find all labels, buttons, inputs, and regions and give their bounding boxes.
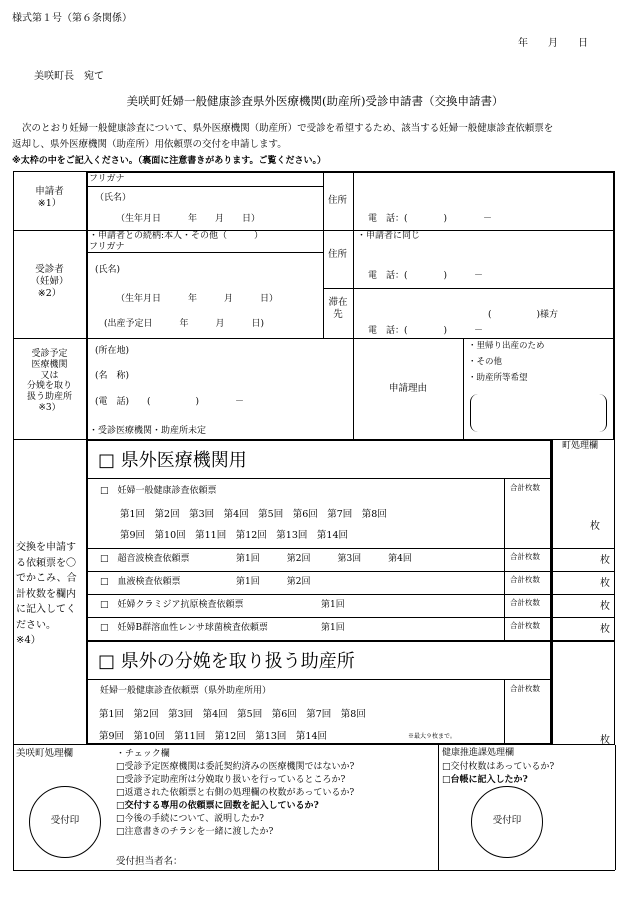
midwife-total-label: 合計枚数 (510, 684, 540, 693)
form-number: 様式第１号（第６条関係） (12, 13, 132, 24)
midwife-heading[interactable]: □ 県外の分娩を取り扱う助産所 (98, 651, 355, 672)
chlamydia-total-label: 合計枚数 (510, 598, 540, 607)
applicant-furigana: フリガナ (89, 174, 125, 184)
general-rounds-row1[interactable]: 第1回 第2回 第3回 第4回 第5回 第6回 第7回 第8回 (120, 509, 387, 520)
examinee-phone[interactable]: 電 話：( ) － (368, 271, 484, 281)
applicant-address-label: 住所 (328, 195, 348, 206)
form-title: 美咲町妊婦一般健康診査県外医療機関(助産所)受診申請書（交換申請書） (126, 94, 504, 108)
town-office-label: 美咲町処理欄 (16, 748, 74, 759)
general-checkup-label[interactable]: □ 妊婦一般健康診査依頼票 (100, 486, 217, 496)
examinee-label: 受診者 （妊婦） ※2） (30, 264, 69, 299)
date-line: 年 月 日 (518, 38, 588, 49)
health-check-1[interactable]: □交付枚数はあっているか? (442, 762, 555, 772)
check-item-4[interactable]: □交付する専用の依頼票に回数を記入しているか? (116, 801, 319, 811)
general-total-label: 合計枚数 (510, 483, 540, 492)
gbs-office-unit: 枚 (600, 624, 610, 635)
reason-homecoming[interactable]: ・里帰り出産のため (468, 341, 545, 351)
office-processing-label: 町処理欄 (562, 441, 599, 451)
facility-undecided[interactable]: ・受診医療機関・助産所未定 (89, 426, 207, 436)
ultrasound-total-label: 合計枚数 (510, 552, 540, 561)
examinee-due-date[interactable]: (出産予定日 年 月 日) (104, 319, 265, 329)
midwife-general-label[interactable]: 妊婦一般健康診査依頼票（県外助産所用） (100, 686, 272, 696)
reason-other[interactable]: ・その他 (468, 357, 503, 367)
gbs-rounds[interactable]: 第1回 (321, 623, 345, 633)
facility-phone[interactable]: (電 話) ( ) － (95, 397, 245, 407)
gbs-total-label: 合計枚数 (510, 621, 540, 630)
ultrasound-office-unit: 枚 (600, 555, 610, 566)
applicant-birth[interactable]: （生年月日 年 月 日） (116, 214, 261, 224)
examinee-address-same[interactable]: ・申請者に同じ (357, 231, 421, 241)
addressee: 美咲町長 宛て (34, 71, 104, 82)
reason-midwife[interactable]: ・助産所等希望 (468, 373, 528, 383)
midwife-rounds-row2[interactable]: 第9回 第10回 第11回 第12回 第13回 第14回 (99, 731, 327, 742)
chlamydia-rounds[interactable]: 第1回 (321, 600, 345, 610)
exchange-instructions: 交換を申請する依頼票を〇でかこみ、合計枚数を欄内に記入してください。 ※4） (16, 542, 77, 646)
receiver-name[interactable]: 受付担当者名： (116, 856, 183, 867)
check-item-3[interactable]: □返還された依頼票と右側の処理欄の枚数があっているか? (116, 788, 355, 798)
examinee-birth[interactable]: （生年月日 年 月 日） (116, 294, 279, 304)
facility-label: 受診予定 医療機関 又は 分娩を取り 扱う助産所 ※3） (26, 349, 72, 413)
health-stamp-label: 受付印 (492, 815, 522, 826)
reason-bracket[interactable] (470, 394, 607, 432)
midwife-rounds-row1[interactable]: 第1回 第2回 第3回 第4回 第5回 第6回 第7回 第8回 (99, 709, 366, 720)
chlamydia-office-unit: 枚 (600, 601, 610, 612)
intro-line-1: 次のとおり妊婦一般健康診査について、県外医療機関（助産所）で受診を希望するため、該当する妊婦一般健康診査依頼票を (22, 123, 554, 134)
examinee-address-label: 住所 (328, 249, 348, 260)
examinee-furigana: フリガナ (89, 242, 125, 252)
check-heading: ・チェック欄 (116, 749, 170, 759)
check-item-6[interactable]: □注意書きのチラシを一緒に渡したか? (116, 827, 274, 837)
facility-location[interactable]: (所在地) (95, 346, 130, 356)
gbs-label[interactable]: □ 妊婦B群溶血性レンサ球菌検査依頼票 (100, 623, 268, 633)
check-item-1[interactable]: □受診予定医療機関は委託契約済みの医療機関ではないか? (116, 762, 355, 772)
applicant-label: 申請者 ※1） (35, 186, 64, 209)
reason-label: 申請理由 (388, 383, 427, 394)
examinee-name[interactable]: (氏名) (95, 265, 121, 275)
reception-stamp-label: 受付印 (50, 815, 80, 826)
stay-phone[interactable]: 電 話：( ) － (368, 326, 484, 336)
blood-office-unit: 枚 (600, 578, 610, 589)
chlamydia-label[interactable]: □ 妊婦クラミジア抗原検査依頼票 (100, 600, 244, 610)
check-item-2[interactable]: □受診予定助産所は分娩取り扱いを行っているところか? (116, 775, 346, 785)
health-section-label: 健康推進課処理欄 (442, 748, 515, 758)
midwife-max-note: ※最大９枚まで。 (408, 733, 456, 740)
applicant-name[interactable]: （氏名） (95, 193, 132, 203)
blood-test-rounds[interactable]: 第1回 第2回 (236, 577, 311, 587)
stay-sama[interactable]: ( )様方 (488, 310, 559, 320)
facility-name[interactable]: (名 称) (95, 371, 130, 381)
intro-line-2: 返却し、県外医療機関（助産所）用依頼票の交付を申請します。 (12, 139, 287, 150)
health-check-2[interactable]: □台帳に記入したか? (442, 775, 528, 785)
stay-label: 滞在 先 (328, 297, 348, 320)
hospital-heading[interactable]: □ 県外医療機関用 (98, 450, 247, 471)
ultrasound-label[interactable]: □ 超音波検査依頼票 (100, 554, 190, 564)
general-rounds-row2[interactable]: 第9回 第10回 第11回 第12回 第13回 第14回 (120, 530, 348, 541)
blood-total-label: 合計枚数 (510, 575, 540, 584)
applicant-phone[interactable]: 電 話：( ) － (368, 214, 493, 224)
midwife-office-unit: 枚 (600, 735, 610, 746)
ultrasound-rounds[interactable]: 第1回 第2回 第3回 第4回 (236, 554, 412, 564)
check-item-5[interactable]: □今後の手続について、説明したか? (116, 814, 264, 824)
bold-frame-exchange (86, 439, 552, 745)
general-office-unit: 枚 (590, 521, 600, 532)
examinee-relation[interactable]: ・申請者との続柄:本人・その他（ ） (89, 231, 264, 241)
blood-test-label[interactable]: □ 血液検査依頼票 (100, 577, 181, 587)
instruction-note: ※太枠の中をご記入ください。（裏面に注意書きがあります。ご覧ください。） (12, 156, 327, 166)
